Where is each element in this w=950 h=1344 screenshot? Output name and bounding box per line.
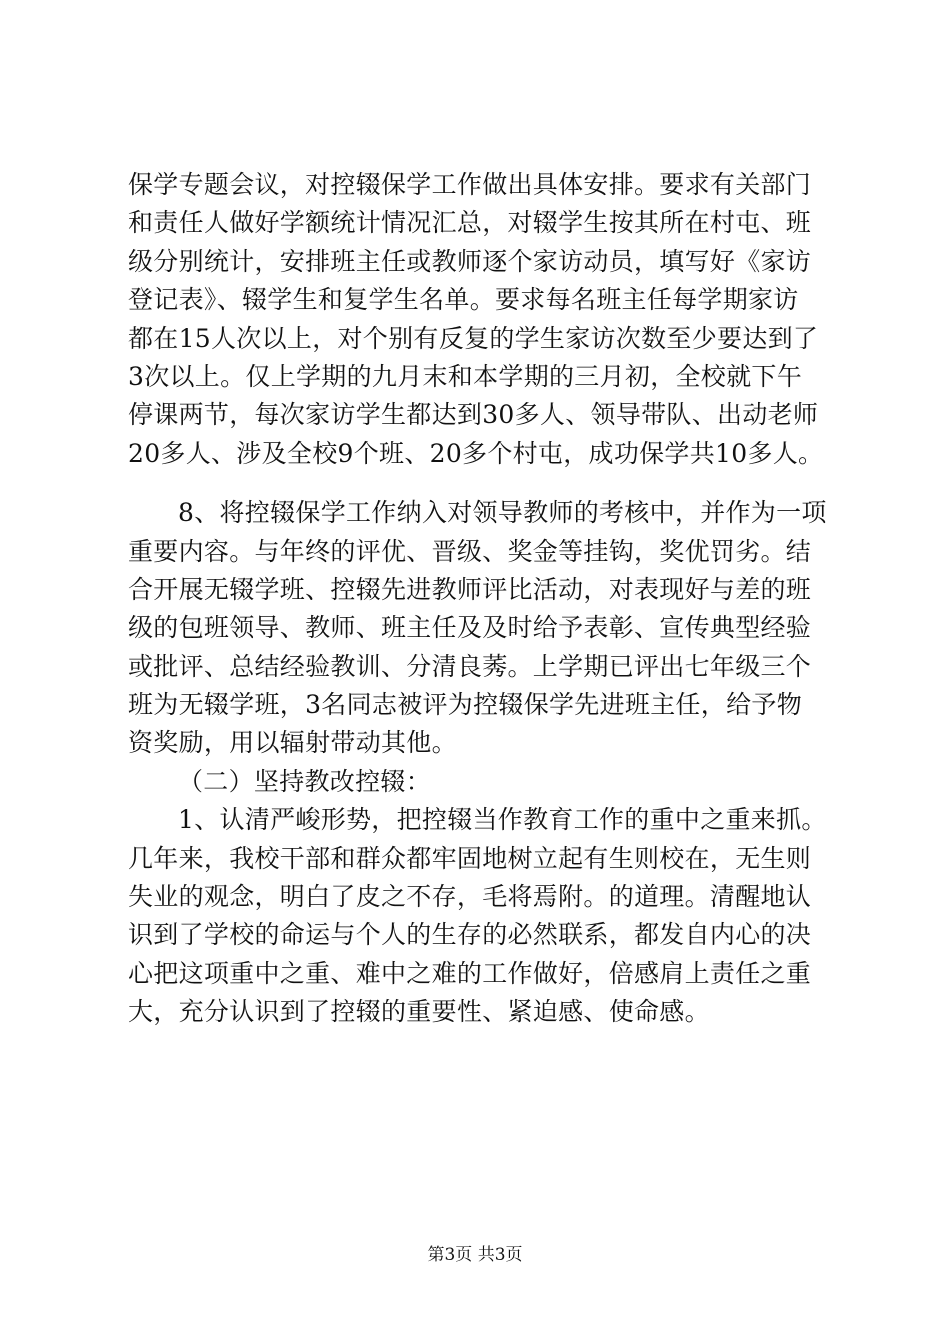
paragraph-spacer bbox=[128, 473, 828, 494]
text-line: 都在15人次以上，对个别有反复的学生家访次数至少要达到了 bbox=[128, 323, 819, 353]
paragraph bbox=[128, 494, 828, 763]
text-line: 或批评、总结经验教训、分清良莠。上学期已评出七年级三个 bbox=[128, 651, 812, 681]
text-line: 心把这项重中之重、难中之难的工作做好，倍感肩上责任之重 bbox=[128, 958, 812, 988]
section-heading bbox=[128, 763, 828, 801]
text-line: 3次以上。仅上学期的九月末和本学期的三月初，全校就下午 bbox=[128, 361, 803, 391]
paragraph bbox=[128, 801, 828, 1031]
text-line: （二）坚持教改控辍： bbox=[178, 766, 432, 796]
page-number-label: 第3页 共3页 bbox=[427, 1245, 523, 1265]
text-line: 8、将控辍保学工作纳入对领导教师的考核中，并作为一项 bbox=[178, 498, 827, 528]
text-line: 资奖励，用以辐射带动其他。 bbox=[128, 728, 457, 758]
text-line: 级的包班领导、教师、班主任及及时给予表彰、宣传典型经验 bbox=[128, 613, 812, 643]
paragraph bbox=[128, 166, 828, 473]
text-line: 停课两节，每次家访学生都达到30多人、领导带队、出动老师 bbox=[128, 400, 819, 430]
page-footer bbox=[0, 1244, 950, 1266]
text-line: 班为无辍学班，3名同志被评为控辍保学先进班主任，给予物 bbox=[128, 690, 803, 720]
text-line: 大，充分认识到了控辍的重要性、紧迫感、使命感。 bbox=[128, 997, 710, 1027]
text-line: 识到了学校的命运与个人的生存的必然联系，都发自内心的决 bbox=[128, 920, 812, 950]
text-line: 登记表》、辍学生和复学生名单。要求每名班主任每学期家访 bbox=[128, 285, 799, 315]
text-line: 级分别统计，安排班主任或教师逐个家访动员，填写好《家访 bbox=[128, 246, 812, 276]
text-line: 失业的观念，明白了皮之不存，毛将焉附。的道理。清醒地认 bbox=[128, 882, 812, 912]
text-line: 20多人、涉及全校9个班、20多个村屯，成功保学共10多人。 bbox=[128, 438, 824, 468]
text-line: 几年来，我校干部和群众都牢固地树立起有生则校在，无生则 bbox=[128, 843, 812, 873]
text-line: 重要内容。与年终的评优、晋级、奖金等挂钩，奖优罚劣。结 bbox=[128, 536, 812, 566]
text-line: 合开展无辍学班、控辍先进教师评比活动，对表现好与差的班 bbox=[128, 574, 812, 604]
document-body bbox=[128, 166, 828, 1032]
text-line: 和责任人做好学额统计情况汇总，对辍学生按其所在村屯、班 bbox=[128, 208, 812, 238]
text-line: 保学专题会议，对控辍保学工作做出具体安排。要求有关部门 bbox=[128, 170, 812, 199]
text-line: 1、认清严峻形势，把控辍当作教育工作的重中之重来抓。 bbox=[178, 805, 827, 835]
